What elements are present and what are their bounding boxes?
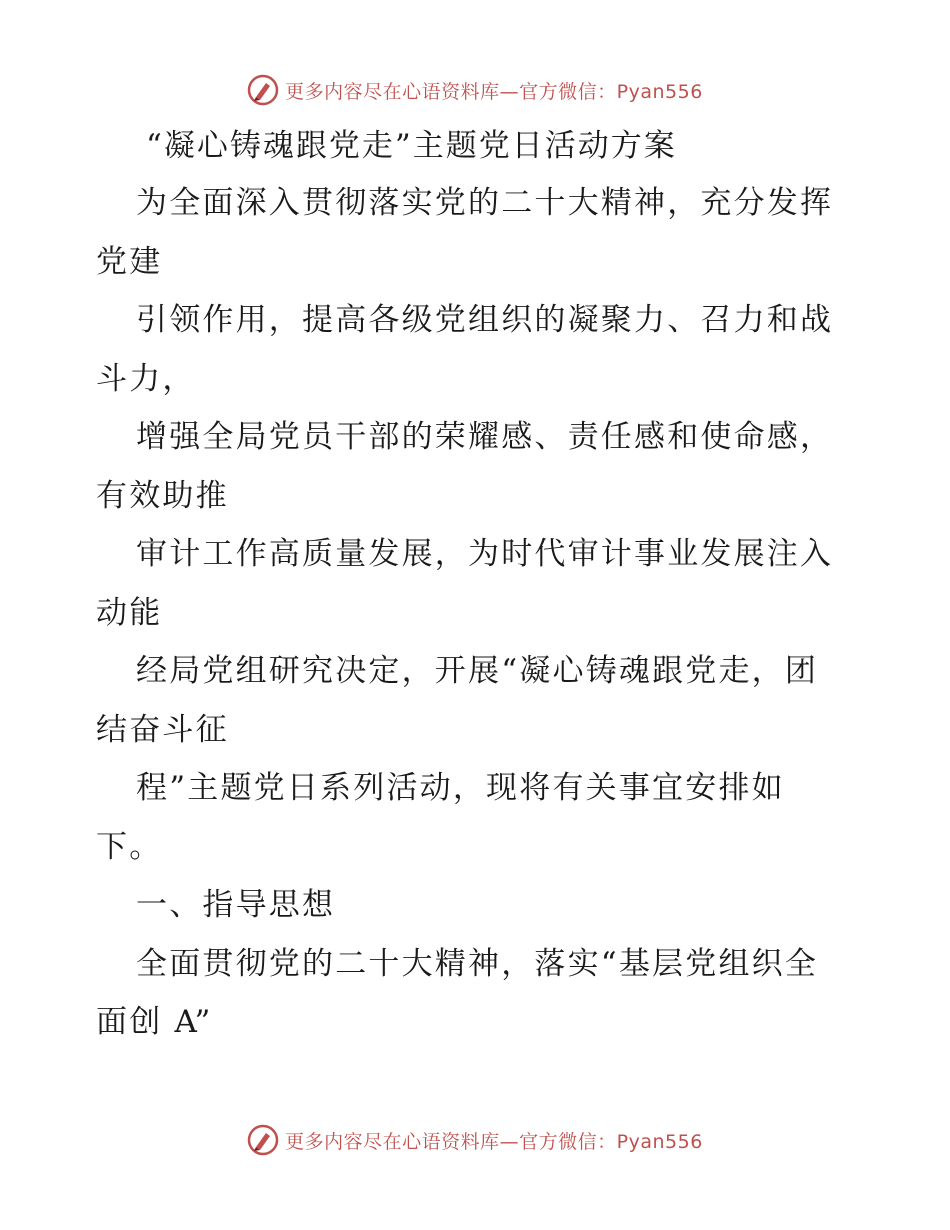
paragraph-line: 有效助推	[96, 477, 229, 514]
watermark-text: 更多内容尽在心语资料库—官方微信：Pyan556	[285, 80, 703, 103]
paragraph	[96, 525, 856, 642]
paragraph-line: 党建	[96, 243, 163, 280]
paragraph	[96, 935, 856, 1052]
paragraph-line: 审计工作高质量发展，为时代审计事业发展注入	[136, 536, 834, 572]
pen-logo-icon	[247, 1124, 279, 1156]
paragraph-line: 斗力，	[96, 360, 196, 397]
paragraph	[96, 291, 856, 408]
document-body	[96, 118, 856, 1052]
paragraph-line: 程”主题党日系列活动，现将有关事宜安排如	[136, 770, 785, 806]
paragraph-line: 全面贯彻党的二十大精神，落实“基层党组织全	[136, 945, 819, 982]
pen-logo-icon	[247, 74, 279, 106]
paragraph	[96, 759, 856, 876]
watermark-text: 更多内容尽在心语资料库—官方微信：Pyan556	[285, 1130, 703, 1153]
paragraph-line: 面创 A”	[96, 1004, 213, 1040]
paragraph-line: 下。	[96, 828, 163, 865]
section-heading: 一、指导思想	[136, 887, 336, 923]
paragraph	[96, 174, 856, 291]
paragraph-line: 为全面深入贯彻落实党的二十大精神，充分发挥	[136, 185, 834, 221]
paragraph-line: 结奋斗征	[96, 711, 229, 748]
paragraph-line: 动能	[96, 594, 163, 631]
paragraph	[96, 642, 856, 759]
paragraph-line: 增强全局党员干部的荣耀感、责任感和使命感，	[136, 419, 834, 455]
footer-watermark	[0, 1120, 950, 1160]
paragraph	[96, 408, 856, 525]
paragraph-line: 引领作用，提高各级党组织的凝聚力、召力和战	[136, 302, 834, 338]
document-title: “凝心铸魂跟党走”主题党日活动方案	[146, 128, 677, 164]
paragraph-line: 经局党组研究决定，开展“凝心铸魂跟党走，团	[136, 653, 819, 689]
header-watermark	[0, 70, 950, 110]
